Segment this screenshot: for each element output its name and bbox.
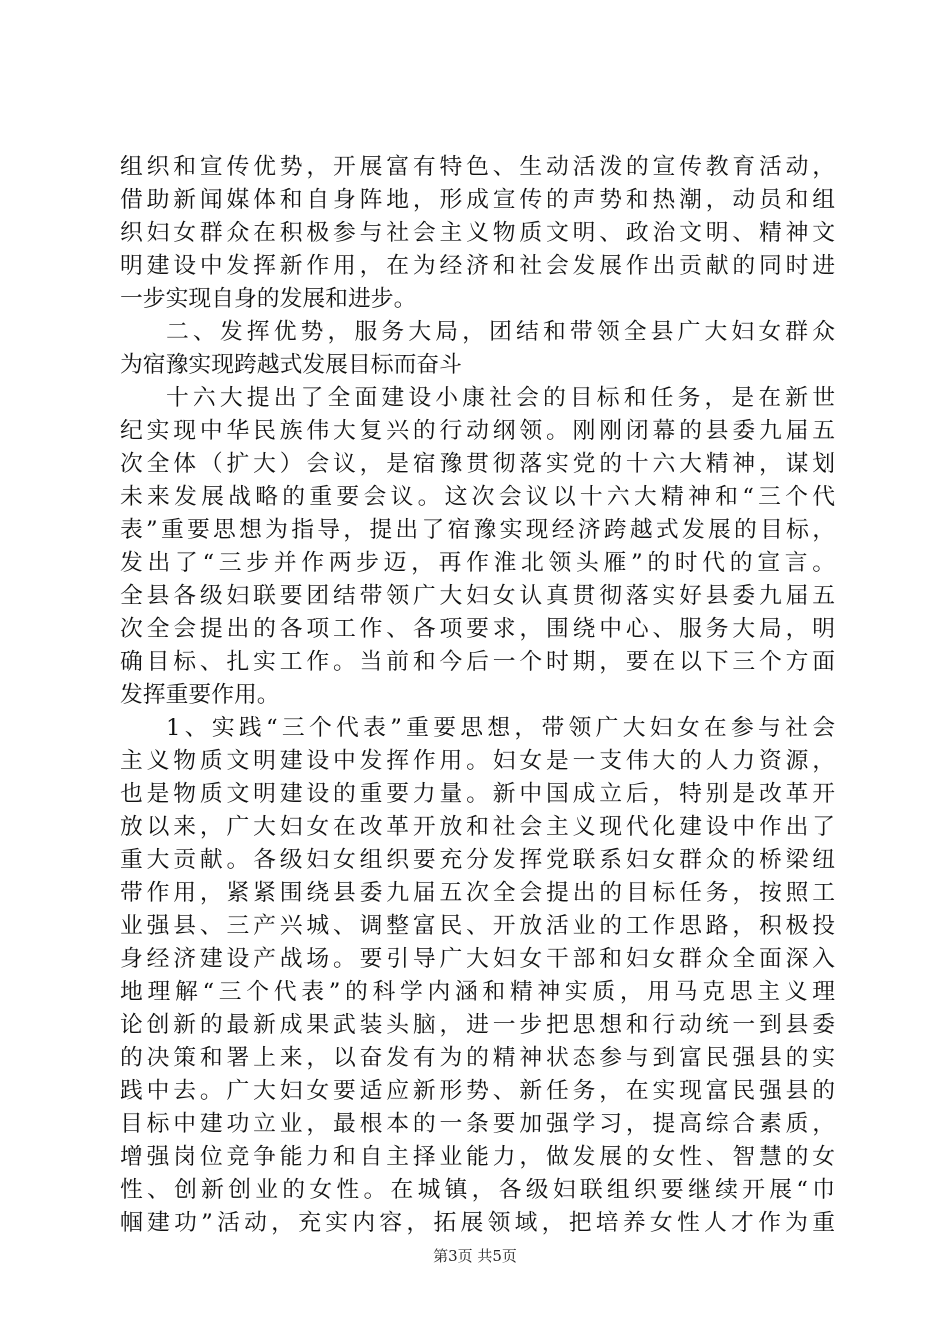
text-line: 次全体（扩大）会议，是宿豫贯彻落实党的十六大精神，谋划 (120, 451, 835, 477)
text-line: 主义物质文明建设中发挥作用。妇女是一支伟大的人力资源， (120, 748, 835, 774)
text-line: 借助新闻媒体和自身阵地，形成宣传的声势和热潮，动员和组 (120, 187, 835, 213)
text-line: 带作用，紧紧围绕县委九届五次全会提出的目标任务，按照工 (120, 880, 835, 906)
text-line: 全县各级妇联要团结带领广大妇女认真贯彻落实好县委九届五 (120, 583, 835, 609)
text-line: 目标中建功立业，最根本的一条要加强学习，提高综合素质， (120, 1111, 835, 1137)
document-body (120, 151, 835, 1240)
text-line: 业强县、三产兴城、调整富民、开放活业的工作思路，积极投 (120, 913, 835, 939)
text-line: 为宿豫实现跨越式发展目标而奋斗 (120, 352, 462, 378)
text-line: 1、实践“三个代表”重要思想，带领广大妇女在参与社会 (166, 715, 835, 741)
text-line: 织妇女群众在积极参与社会主义物质文明、政治文明、精神文 (120, 220, 835, 246)
text-line: 性、创新创业的女性。在城镇，各级妇联组织要继续开展“巾 (120, 1177, 835, 1203)
text-line: 论创新的最新成果武装头脑，进一步把思想和行动统一到县委 (120, 1012, 835, 1038)
text-line: 增强岗位竞争能力和自主择业能力，做发展的女性、智慧的女 (120, 1144, 835, 1170)
text-line: 表”重要思想为指导，提出了宿豫实现经济跨越式发展的目标， (120, 517, 835, 543)
text-line: 帼建功”活动，充实内容，拓展领域，把培养女性人才作为重 (120, 1210, 835, 1236)
page-footer: 第3页 共5页 (433, 1247, 517, 1265)
text-line: 未来发展战略的重要会议。这次会议以十六大精神和“三个代 (120, 484, 835, 510)
text-line: 的决策和署上来，以奋发有为的精神状态参与到富民强县的实 (120, 1045, 835, 1071)
text-line: 明建设中发挥新作用，在为经济和社会发展作出贡献的同时进 (120, 253, 835, 279)
text-line: 组织和宣传优势，开展富有特色、生动活泼的宣传教育活动， (120, 154, 835, 180)
text-line: 重大贡献。各级妇女组织要充分发挥党联系妇女群众的桥梁纽 (120, 847, 835, 873)
text-line: 地理解“三个代表”的科学内涵和精神实质，用马克思主义理 (120, 979, 835, 1005)
text-line: 一步实现自身的发展和进步。 (120, 286, 417, 312)
text-line: 确目标、扎实工作。当前和今后一个时期，要在以下三个方面 (120, 649, 835, 675)
text-line: 十六大提出了全面建设小康社会的目标和任务，是在新世 (166, 385, 835, 411)
text-line: 践中去。广大妇女要适应新形势、新任务，在实现富民强县的 (120, 1078, 835, 1104)
text-line: 放以来，广大妇女在改革开放和社会主义现代化建设中作出了 (120, 814, 835, 840)
text-line: 二、发挥优势，服务大局，团结和带领全县广大妇女群众 (166, 319, 835, 345)
text-line: 也是物质文明建设的重要力量。新中国成立后，特别是改革开 (120, 781, 835, 807)
text-line: 次全会提出的各项工作、各项要求，围绕中心、服务大局，明 (120, 616, 835, 642)
text-line: 身经济建设产战场。要引导广大妇女干部和妇女群众全面深入 (120, 946, 835, 972)
text-line: 纪实现中华民族伟大复兴的行动纲领。刚刚闭幕的县委九届五 (120, 418, 835, 444)
text-line: 发挥重要作用。 (120, 682, 280, 708)
text-line: 发出了“三步并作两步迈，再作淮北领头雁”的时代的宣言。 (120, 550, 835, 576)
